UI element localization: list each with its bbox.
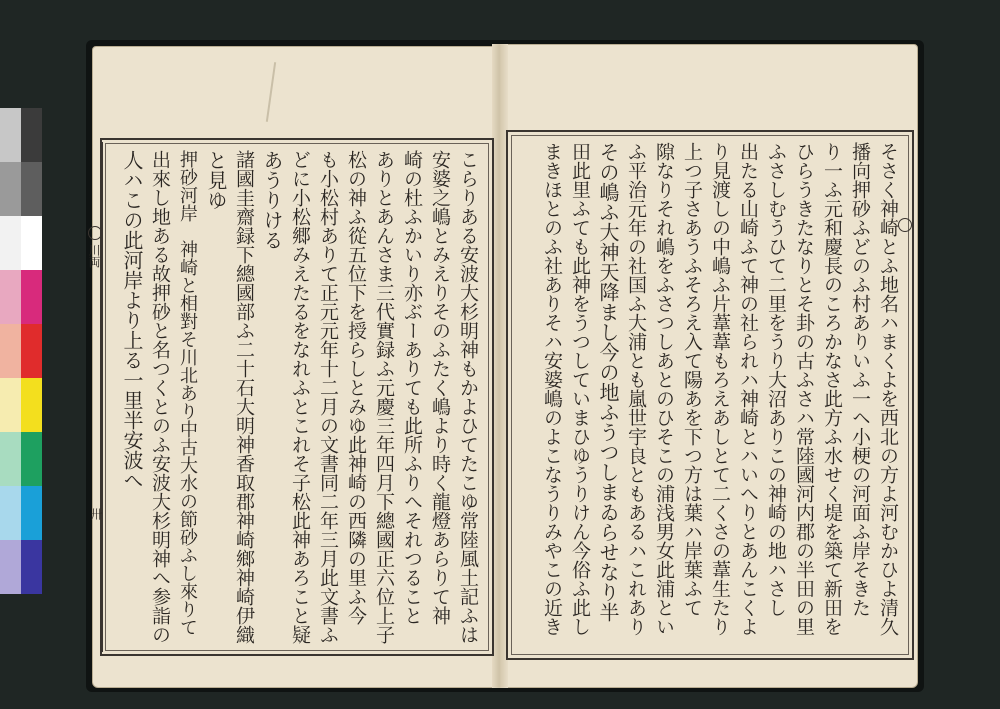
right-column-11: その嶋ふ大神天降まし今の地ふうつしまゐらせなり半 <box>596 142 620 622</box>
right-column-8: 上つ子さあうふそろえ入て陽あを下つ方は葉ハ岸葉ふて <box>681 142 703 617</box>
right-circle-marker <box>898 218 912 232</box>
margin-title: 川両 <box>87 244 101 268</box>
right-column-4: ひらうきたなりとそ卦の古ふさハ常陸國河内郡の半田の里 <box>793 142 815 636</box>
right-column-1: そさく神崎とふ地名ハまくよを西北の方よ河むかひよ清久 <box>877 142 899 636</box>
right-column-12: 田此里ふても此神をうつしていまひゆうりけん今俗ふ此し <box>569 142 591 636</box>
right-column-2: 播向押砂ふどのふ村ありいふ一ヘ小梗の河面ふ岸そきた <box>849 142 871 617</box>
left-column-7: どに小松郷みえたるをなれふとこれそ子松此神あろこと疑 <box>289 150 311 644</box>
margin-column <box>88 142 103 652</box>
left-column-4: ありとあんさま三代實録ふ元慶三年四月下總國正六位上子 <box>373 150 395 644</box>
right-column-5: ふさしむうひて二里をうり大沼ありこの神崎の地ハさし <box>765 142 787 617</box>
left-column-3: 崎の杜ふかいり亦ぶーありても此所ふりへそれつること <box>401 150 423 625</box>
right-column-7: り見渡しの中嶋ふ片葦葦もろえあしとて二くさの葦生たり <box>709 142 731 636</box>
left-column-1: こらりある安波大杉明神もかよひてたこゆ常陸風土記ふは <box>457 150 479 644</box>
left-column-5: 松の神ふ從五位下を授らしとみゆ此神崎の西隣の里ふ今 <box>345 150 367 625</box>
left-column-6: も小松村ありて正元元年十二月の文書同二年三月此文書ふ <box>317 150 339 644</box>
left-column-10: と見ゆ <box>204 150 228 210</box>
color-calibration-strip <box>0 108 42 594</box>
right-column-13: まきほとのふ社ありそハ安婆嶋のよこなうりみやこの近き <box>541 142 563 636</box>
left-column-9: 諸國圭齋録下總國部ふ二十石大明神香取郡神崎鄉神崎伊織 <box>233 150 255 644</box>
left-column-8: あうりける <box>260 150 284 250</box>
right-column-3: り一ふ元和慶長のころかなさ此方ふ水せく堤を築て新田を <box>821 142 843 636</box>
folio-number: 卅 <box>89 508 103 520</box>
left-column-13: 人ハこの此河岸より上る一里半安波へ <box>120 150 144 490</box>
left-column-12: 出來し地ある故押砂と名つくとのふ安波大杉明神へ参詣の <box>149 150 171 644</box>
left-column-2: 安婆之嶋とみえりそのふたく嶋より時く龍燈あらりて神 <box>429 150 451 625</box>
right-column-6: 出たる山崎ふて神の社られハ神崎とハいへりとあんこくよ <box>737 142 759 636</box>
right-column-10: ふ平治元年の社国ふ大浦とも嵐世宇良ともあるハこれあり <box>625 142 647 636</box>
left-column-11: 押砂河岸 神崎と相對そ川北あり中古大水の節砂ふし來りて <box>177 150 198 636</box>
right-column-9: 隙なりそれ嶋をふさつしあとのひそこの浦浅男女此浦とい <box>653 142 675 636</box>
margin-circle-marker <box>88 226 102 240</box>
